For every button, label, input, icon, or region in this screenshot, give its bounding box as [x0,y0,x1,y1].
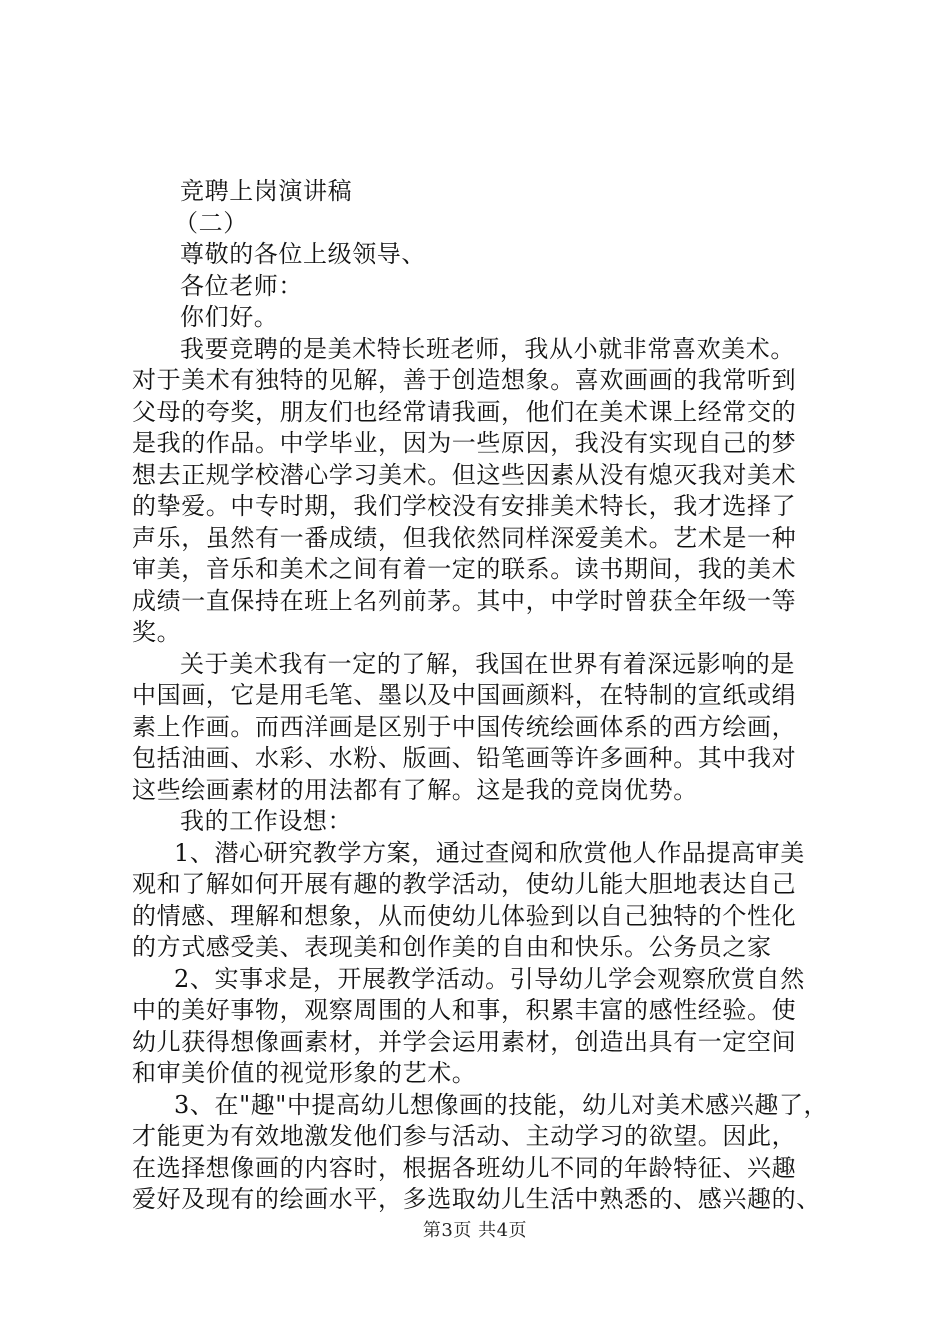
document-line: 我的工作设想： [180,807,353,835]
document-line: 奖。 [132,618,182,646]
document-line: 这些绘画素材的用法都有了解。这是我的竞岗优势。 [132,775,698,804]
document-line: 成绩一直保持在班上名列前茅。其中，中学时曾获全年级一等 [132,586,797,615]
document-line: 3、在"趣"中提高幼儿想像画的技能，幼儿对美术感兴趣了， [174,1090,829,1119]
document-body [132,176,832,1216]
document-line: 想去正规学校潜心学习美术。但这些因素从没有熄灭我对美术 [132,460,797,489]
document-line: 声乐，虽然有一番成绩，但我依然同样深爱美术。艺术是一种 [132,523,797,552]
document-line: 爱好及现有的绘画水平，多选取幼儿生活中熟悉的、感兴趣的、 [132,1185,821,1213]
document-line: 我要竞聘的是美术特长班老师，我从小就非常喜欢美术。 [180,334,795,363]
document-line: 竞聘上岗演讲稿 [180,177,353,205]
document-line: （二） [174,208,248,237]
document-line: 包括油画、水彩、水粉、版画、铅笔画等许多画种。其中我对 [132,744,797,772]
document-line: 2、实事求是，开展教学活动。引导幼儿学会观察欣赏自然 [174,964,805,993]
document-line: 观和了解如何开展有趣的教学活动，使幼儿能大胆地表达自己 [132,870,797,898]
document-line: 的挚爱。中专时期，我们学校没有安排美术特长，我才选择了 [132,492,797,520]
document-line: 关于美术我有一定的了解，我国在世界有着深远影响的是 [180,649,795,678]
document-line: 中国画，它是用毛笔、墨以及中国画颜料，在特制的宣纸或绢 [132,681,797,709]
document-line: 1、潜心研究教学方案，通过查阅和欣赏他人作品提高审美 [174,838,805,867]
page-number-footer: 第3页 共4页 [422,1220,528,1241]
document-line: 中的美好事物，观察周围的人和事，积累丰富的感性经验。使 [132,996,797,1024]
document-line: 的情感、理解和想象，从而使幼儿体验到以自己独特的个性化 [132,901,797,930]
document-line: 对于美术有独特的见解，善于创造想象。喜欢画画的我常听到 [132,366,797,394]
document-line: 你们好。 [180,303,279,331]
document-line: 审美，音乐和美术之间有着一定的联系。读书期间，我的美术 [132,555,797,583]
document-line: 才能更为有效地激发他们参与活动、主动学习的欲望。因此， [132,1122,797,1150]
document-line: 幼儿获得想像画素材，并学会运用素材，创造出具有一定空间 [132,1027,797,1056]
document-line: 尊敬的各位上级领导、 [180,240,426,268]
document-line: 各位老师： [180,271,303,300]
document-line: 和审美价值的视觉形象的艺术。 [132,1059,477,1087]
document-line: 父母的夸奖，朋友们也经常请我画，他们在美术课上经常交的 [132,397,797,426]
document-line: 素上作画。而西洋画是区别于中国传统绘画体系的西方绘画， [132,712,797,741]
document-line: 在选择想像画的内容时，根据各班幼儿不同的年龄特征、兴趣 [132,1153,797,1182]
document-line: 是我的作品。中学毕业，因为一些原因，我没有实现自己的梦 [132,429,797,457]
document-line: 的方式感受美、表现美和创作美的自由和快乐。公务员之家 [132,933,772,961]
